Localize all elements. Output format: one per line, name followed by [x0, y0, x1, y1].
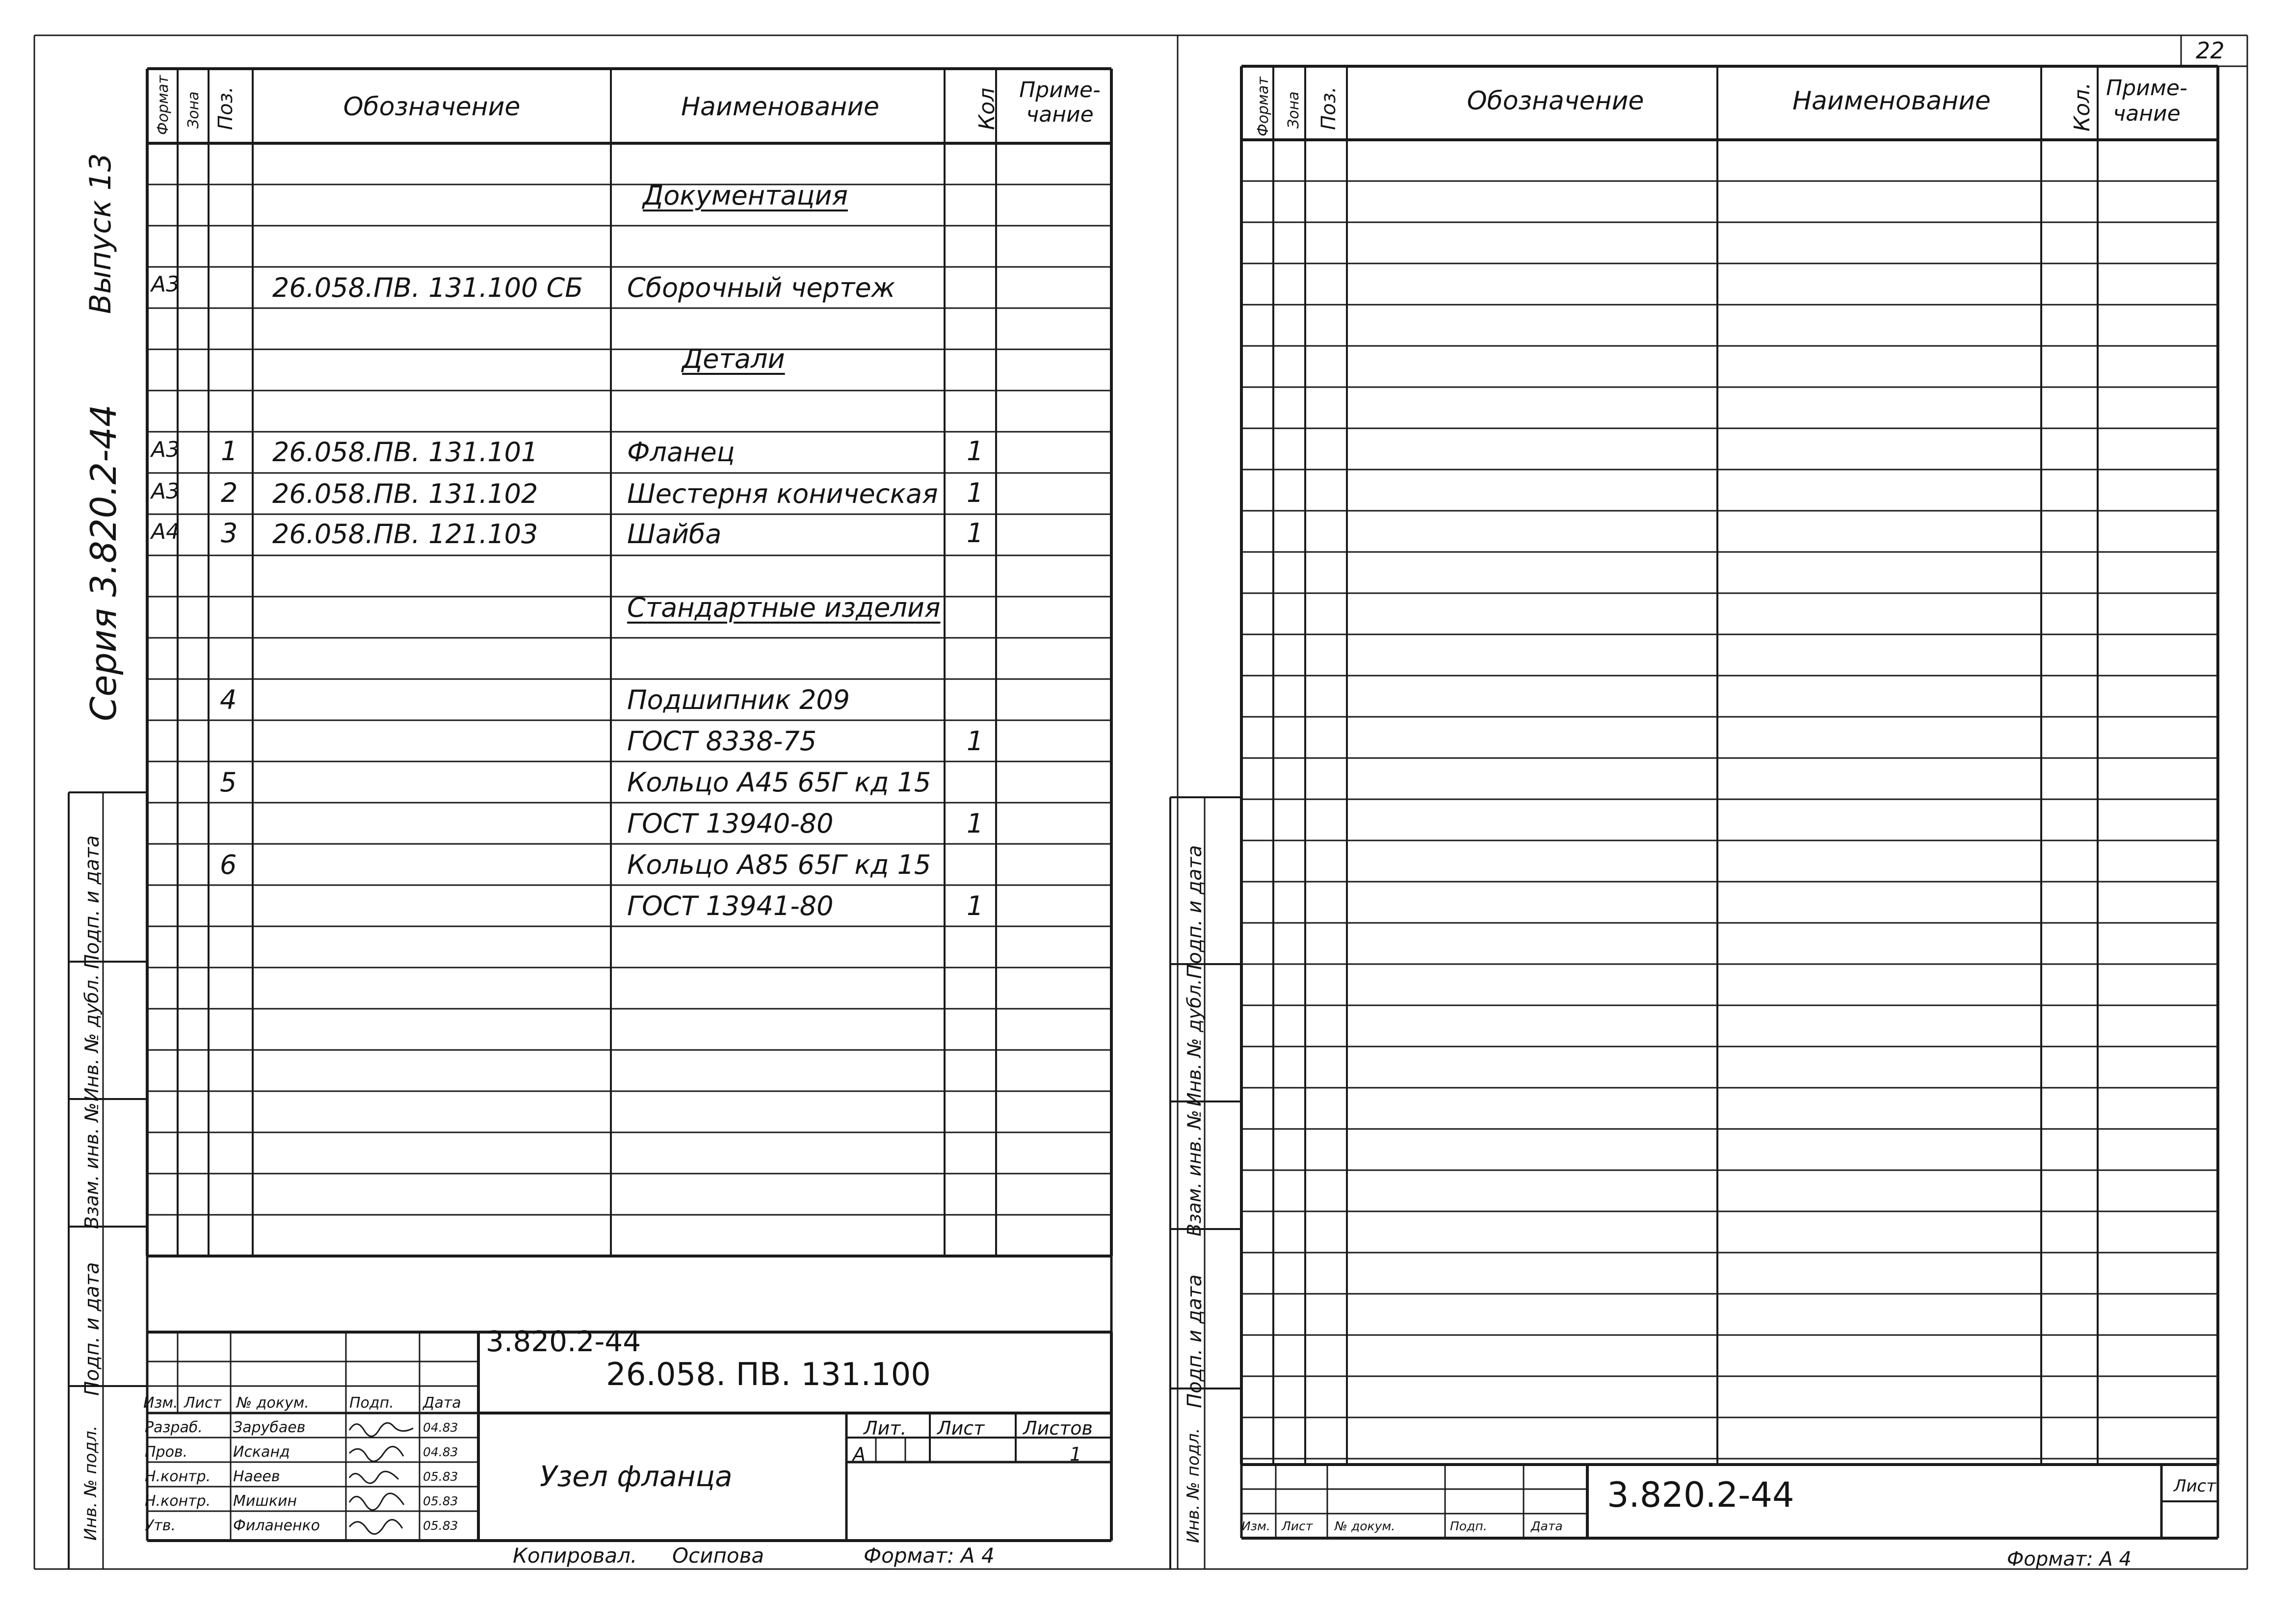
row-name: Шестерня коническая	[627, 478, 938, 509]
row-quantity: 1	[967, 726, 984, 757]
header-quantity-right: Кол.	[2070, 82, 2095, 131]
right-stamp-series: 3.820.2-44	[1607, 1475, 1794, 1515]
label-izm: Изм.	[143, 1394, 178, 1412]
header-zone-right: Зона	[1285, 91, 1302, 129]
row-position: 5	[220, 767, 237, 798]
stamp-right-dup-inv: Инв. № дубл.	[1184, 979, 1205, 1106]
signer-date: 05.83	[423, 1494, 458, 1508]
header-format-right: Формат	[1255, 77, 1272, 136]
label-date: Дата	[423, 1394, 461, 1412]
row-quantity: 1	[967, 518, 984, 549]
lit-label: Лит.	[864, 1417, 907, 1439]
right-stamp-sheet-label: Лист	[2174, 1476, 2216, 1496]
sheets-value: 1	[1070, 1443, 1082, 1465]
row-name: ГОСТ 13941-80	[627, 891, 834, 921]
right-label-sign: Подп.	[1450, 1519, 1487, 1533]
header-note-1: Приме-	[1019, 78, 1101, 103]
header-quantity: Кол	[974, 87, 1000, 130]
title-block-series: 3.820.2-44	[486, 1325, 641, 1358]
signer-date: 04.83	[423, 1445, 458, 1459]
signer-date: 05.83	[423, 1469, 458, 1484]
signer-date: 05.83	[423, 1519, 458, 1533]
row-name: Кольцо А85 65Г кд 15	[627, 849, 931, 880]
section-documentation: Документация	[643, 180, 848, 211]
signer-name: Мишкин	[233, 1493, 297, 1510]
signer-name: Наеев	[233, 1468, 280, 1485]
row-designation: 26.058.ПВ. 131.100 СБ	[272, 272, 583, 303]
stamp-replace-inv: Взам. инв. №	[81, 1102, 103, 1229]
right-label-izm: Изм.	[1241, 1519, 1270, 1533]
right-label-doc-no: № докум.	[1335, 1519, 1395, 1533]
row-quantity: 1	[967, 891, 984, 921]
row-format: А3	[151, 479, 180, 504]
header-name: Наименование	[681, 92, 880, 122]
row-name: Подшипник 209	[627, 684, 850, 715]
row-position: 4	[220, 684, 237, 715]
signer-name: Филаненко	[233, 1517, 320, 1534]
margin-issue-label: Выпуск 13	[83, 153, 118, 314]
stamp-right-sign-date-2: Подп. и дата	[1184, 1274, 1206, 1408]
row-format: А3	[151, 437, 180, 462]
margin-series-label: Серия 3.820.2-44	[83, 404, 124, 721]
label-doc-no: № докум.	[237, 1394, 309, 1412]
signer-name: Зарубаев	[233, 1419, 306, 1436]
row-quantity: 1	[967, 477, 984, 508]
sheet-label: Лист	[937, 1417, 985, 1439]
footer-copier-name: Осипова	[672, 1544, 764, 1568]
header-position: Поз.	[214, 86, 237, 130]
row-name: ГОСТ 8338-75	[627, 726, 817, 757]
signer-role: Н.контр.	[145, 1493, 211, 1510]
row-designation: 26.058.ПВ. 131.102	[272, 478, 538, 509]
header-format: Формат	[155, 75, 172, 135]
label-sign: Подп.	[349, 1394, 394, 1412]
row-position: 3	[221, 518, 238, 549]
sheets-label: Листов	[1023, 1417, 1093, 1439]
footer-format-left: Формат: А 4	[864, 1544, 995, 1568]
stamp-right-replace-inv: Взам. инв. №	[1184, 1109, 1205, 1236]
label-list: Лист	[184, 1394, 222, 1412]
row-position: 6	[220, 849, 237, 880]
stamp-right-orig-inv: Инв. № подл.	[1184, 1428, 1203, 1543]
row-format: А4	[151, 519, 180, 544]
row-designation: 26.058.ПВ. 121.103	[272, 519, 538, 550]
right-label-list: Лист	[1282, 1519, 1313, 1533]
title-block-doc-code: 26.058. ПВ. 131.100	[606, 1357, 931, 1393]
row-quantity: 1	[967, 436, 984, 467]
header-note-1-right: Приме-	[2106, 76, 2187, 101]
row-position: 1	[221, 436, 238, 467]
header-name-right: Наименование	[1792, 86, 1991, 116]
lit-value: А	[853, 1443, 866, 1465]
section-details: Детали	[682, 343, 785, 374]
stamp-sign-date-1: Подп. и дата	[81, 835, 104, 969]
signer-role: Утв.	[145, 1517, 176, 1534]
header-designation: Обозначение	[343, 92, 521, 122]
header-note-2: чание	[1026, 102, 1094, 127]
row-position: 2	[221, 477, 238, 508]
stamp-dup-inv: Инв. № дубл.	[81, 974, 103, 1101]
right-label-date: Дата	[1531, 1519, 1563, 1533]
row-name: Шайба	[627, 519, 722, 550]
footer-copied-label: Копировал.	[513, 1544, 637, 1568]
row-quantity: 1	[967, 808, 984, 839]
row-name: Фланец	[627, 437, 735, 468]
signer-role: Пров.	[145, 1443, 188, 1461]
signer-role: Н.контр.	[145, 1468, 211, 1485]
signer-role: Разраб.	[145, 1419, 203, 1436]
row-name: Сборочный чертеж	[627, 272, 895, 303]
signer-date: 04.83	[423, 1420, 458, 1435]
stamp-right-sign-date-1: Подп. и дата	[1184, 845, 1206, 979]
header-position-right: Поз.	[1317, 86, 1340, 130]
signer-name: Исканд	[233, 1443, 290, 1461]
row-name: Кольцо А45 65Г кд 15	[627, 767, 931, 798]
header-note-2-right: чание	[2113, 101, 2181, 126]
footer-format-right: Формат: А 4	[2007, 1548, 2132, 1571]
stamp-sign-date-2: Подп. и дата	[81, 1262, 104, 1396]
stamp-orig-inv: Инв. № подл.	[81, 1425, 101, 1541]
row-designation: 26.058.ПВ. 131.101	[272, 437, 538, 468]
header-designation-right: Обозначение	[1467, 86, 1644, 116]
title-block-title: Узел фланца	[540, 1460, 733, 1493]
header-zone: Зона	[185, 91, 202, 129]
page-number: 22	[2196, 37, 2225, 64]
row-name: ГОСТ 13940-80	[627, 808, 834, 839]
section-standard-items: Стандартные изделия	[627, 592, 941, 623]
row-format: А3	[151, 272, 180, 297]
